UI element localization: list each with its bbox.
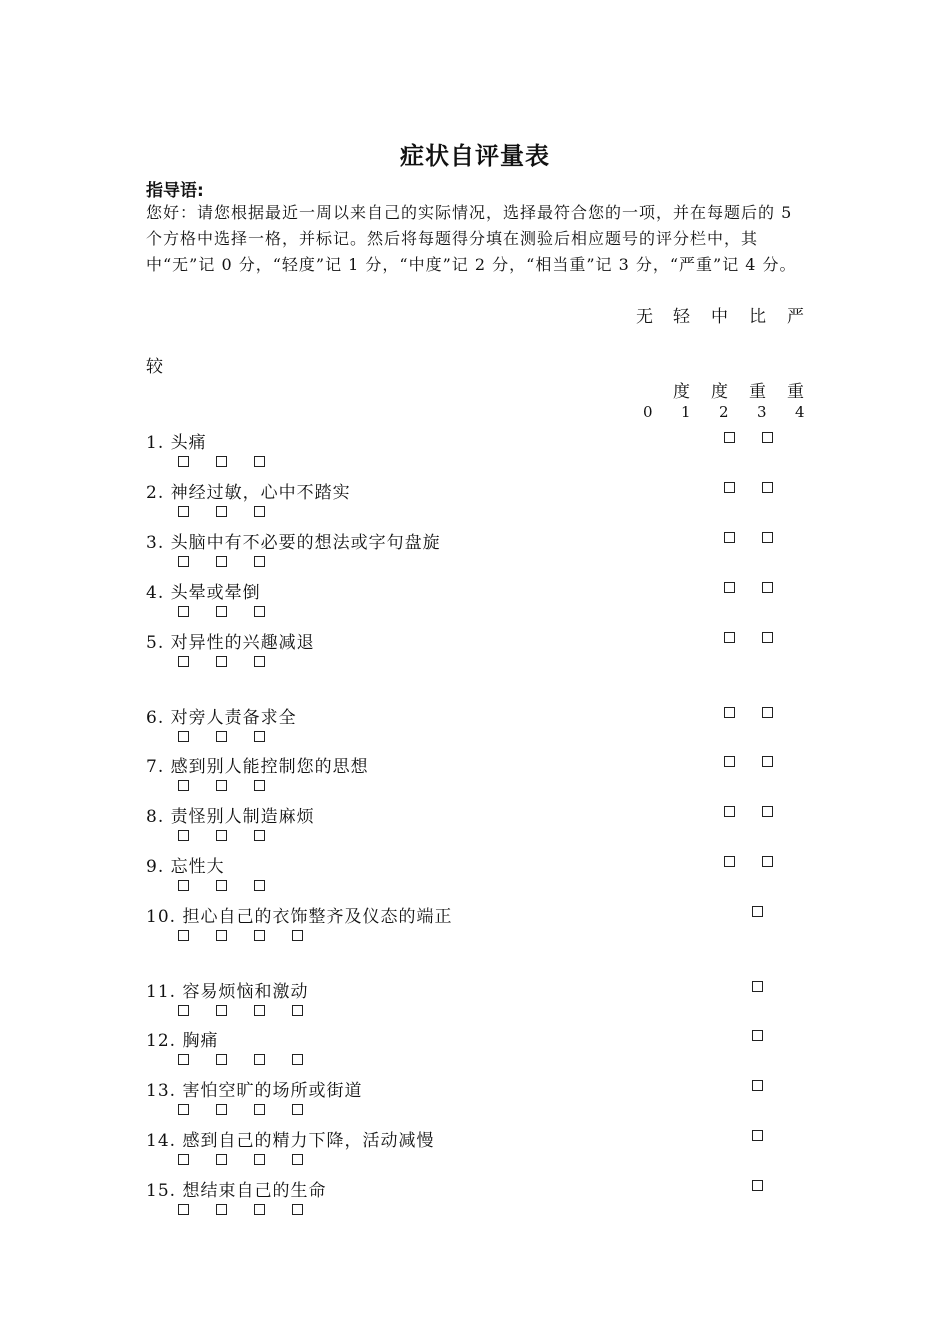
answer-checkbox[interactable] — [254, 1054, 265, 1065]
answer-checkbox[interactable] — [762, 756, 773, 767]
answer-checkbox[interactable] — [724, 856, 735, 867]
answer-checkbox[interactable] — [724, 707, 735, 718]
guide-heading: 指导语: — [146, 181, 204, 201]
answer-checkbox[interactable] — [216, 1204, 227, 1215]
answer-checkbox[interactable] — [724, 582, 735, 593]
answer-checkbox[interactable] — [254, 456, 265, 467]
intro-paragraph: 您好：请您根据最近一周以来自己的实际情况，选择最符合您的一项，并在每题后的 5 个方格中选择一格，并标记。然后将每题得分填在测验后相应题号的评分栏中，其中“无”记 0 分，“轻度”记 1 分，“中度”记 2 分，“相当重”记 3 分，“严重”记 4 分。 — [146, 203, 797, 274]
question-label: 13. 害怕空旷的场所或街道 — [146, 1081, 363, 1101]
answer-checkbox[interactable] — [216, 606, 227, 617]
answer-checkbox[interactable] — [216, 731, 227, 742]
header-row2-zhong2: 重 — [787, 382, 804, 402]
answer-checkbox[interactable] — [178, 1104, 189, 1115]
question-label: 8. 责怪别人制造麻烦 — [146, 807, 315, 827]
answer-checkbox[interactable] — [254, 606, 265, 617]
answer-checkbox[interactable] — [178, 1005, 189, 1016]
answer-checkbox[interactable] — [292, 930, 303, 941]
answer-checkbox[interactable] — [216, 506, 227, 517]
question-label: 5. 对异性的兴趣减退 — [146, 633, 315, 653]
question-label: 7. 感到别人能控制您的思想 — [146, 757, 369, 777]
answer-checkbox[interactable] — [178, 830, 189, 841]
answer-checkbox[interactable] — [762, 482, 773, 493]
answer-checkbox[interactable] — [762, 856, 773, 867]
answer-checkbox[interactable] — [254, 556, 265, 567]
answer-checkbox[interactable] — [216, 780, 227, 791]
answer-checkbox[interactable] — [254, 830, 265, 841]
answer-checkbox[interactable] — [752, 1030, 763, 1041]
answer-checkbox[interactable] — [178, 780, 189, 791]
header-severe: 严 — [787, 307, 804, 327]
answer-checkbox[interactable] — [724, 532, 735, 543]
header-row2-du2: 度 — [711, 382, 728, 402]
header-jiao: 较 — [146, 357, 163, 377]
question-label: 15. 想结束自己的生命 — [146, 1181, 327, 1201]
answer-checkbox[interactable] — [254, 1154, 265, 1165]
answer-checkbox[interactable] — [216, 1154, 227, 1165]
header-row2-du1: 度 — [673, 382, 690, 402]
page-title: 症状自评量表 — [400, 142, 550, 170]
answer-checkbox[interactable] — [752, 981, 763, 992]
answer-checkbox[interactable] — [292, 1104, 303, 1115]
header-none: 无 — [636, 307, 653, 327]
answer-checkbox[interactable] — [762, 632, 773, 643]
header-row2-zhong1: 重 — [749, 382, 766, 402]
answer-checkbox[interactable] — [752, 1080, 763, 1091]
header-moderate: 中 — [711, 307, 728, 327]
answer-checkbox[interactable] — [752, 1130, 763, 1141]
answer-checkbox[interactable] — [254, 1005, 265, 1016]
answer-checkbox[interactable] — [762, 532, 773, 543]
question-label: 1. 头痛 — [146, 433, 207, 453]
answer-checkbox[interactable] — [216, 1054, 227, 1065]
question-label: 6. 对旁人责备求全 — [146, 708, 297, 728]
answer-checkbox[interactable] — [292, 1154, 303, 1165]
answer-checkbox[interactable] — [752, 906, 763, 917]
answer-checkbox[interactable] — [762, 582, 773, 593]
answer-checkbox[interactable] — [178, 456, 189, 467]
question-label: 14. 感到自己的精力下降，活动减慢 — [146, 1131, 435, 1151]
answer-checkbox[interactable] — [254, 1204, 265, 1215]
answer-checkbox[interactable] — [724, 632, 735, 643]
answer-checkbox[interactable] — [178, 656, 189, 667]
score-0: 0 — [643, 403, 653, 421]
answer-checkbox[interactable] — [216, 830, 227, 841]
header-mild: 轻 — [673, 307, 690, 327]
answer-checkbox[interactable] — [216, 880, 227, 891]
answer-checkbox[interactable] — [178, 1054, 189, 1065]
question-label: 2. 神经过敏，心中不踏实 — [146, 483, 351, 503]
question-label: 10. 担心自己的衣饰整齐及仪态的端正 — [146, 907, 453, 927]
answer-checkbox[interactable] — [292, 1054, 303, 1065]
answer-checkbox[interactable] — [178, 1154, 189, 1165]
question-label: 11. 容易烦恼和激动 — [146, 982, 309, 1002]
answer-checkbox[interactable] — [762, 707, 773, 718]
score-4: 4 — [795, 403, 805, 421]
question-label: 3. 头脑中有不必要的想法或字句盘旋 — [146, 533, 441, 553]
score-1: 1 — [681, 403, 691, 421]
answer-checkbox[interactable] — [254, 1104, 265, 1115]
answer-checkbox[interactable] — [178, 1204, 189, 1215]
answer-checkbox[interactable] — [724, 806, 735, 817]
answer-checkbox[interactable] — [762, 806, 773, 817]
answer-checkbox[interactable] — [178, 556, 189, 567]
answer-checkbox[interactable] — [216, 556, 227, 567]
answer-checkbox[interactable] — [254, 731, 265, 742]
score-3: 3 — [757, 403, 767, 421]
answer-checkbox[interactable] — [724, 432, 735, 443]
question-label: 12. 胸痛 — [146, 1031, 219, 1051]
answer-checkbox[interactable] — [762, 432, 773, 443]
answer-checkbox[interactable] — [254, 780, 265, 791]
answer-checkbox[interactable] — [216, 656, 227, 667]
answer-checkbox[interactable] — [178, 930, 189, 941]
answer-checkbox[interactable] — [254, 930, 265, 941]
answer-checkbox[interactable] — [724, 756, 735, 767]
answer-checkbox[interactable] — [216, 1104, 227, 1115]
answer-checkbox[interactable] — [178, 606, 189, 617]
answer-checkbox[interactable] — [254, 880, 265, 891]
answer-checkbox[interactable] — [752, 1180, 763, 1191]
answer-checkbox[interactable] — [216, 456, 227, 467]
answer-checkbox[interactable] — [724, 482, 735, 493]
answer-checkbox[interactable] — [178, 880, 189, 891]
answer-checkbox[interactable] — [216, 1005, 227, 1016]
answer-checkbox[interactable] — [254, 506, 265, 517]
score-2: 2 — [719, 403, 729, 421]
answer-checkbox[interactable] — [178, 506, 189, 517]
header-fairly: 比 — [749, 307, 766, 327]
answer-checkbox[interactable] — [292, 1005, 303, 1016]
question-label: 4. 头晕或晕倒 — [146, 583, 261, 603]
answer-checkbox[interactable] — [178, 731, 189, 742]
answer-checkbox[interactable] — [292, 1204, 303, 1215]
answer-checkbox[interactable] — [254, 656, 265, 667]
answer-checkbox[interactable] — [216, 930, 227, 941]
question-label: 9. 忘性大 — [146, 857, 225, 877]
